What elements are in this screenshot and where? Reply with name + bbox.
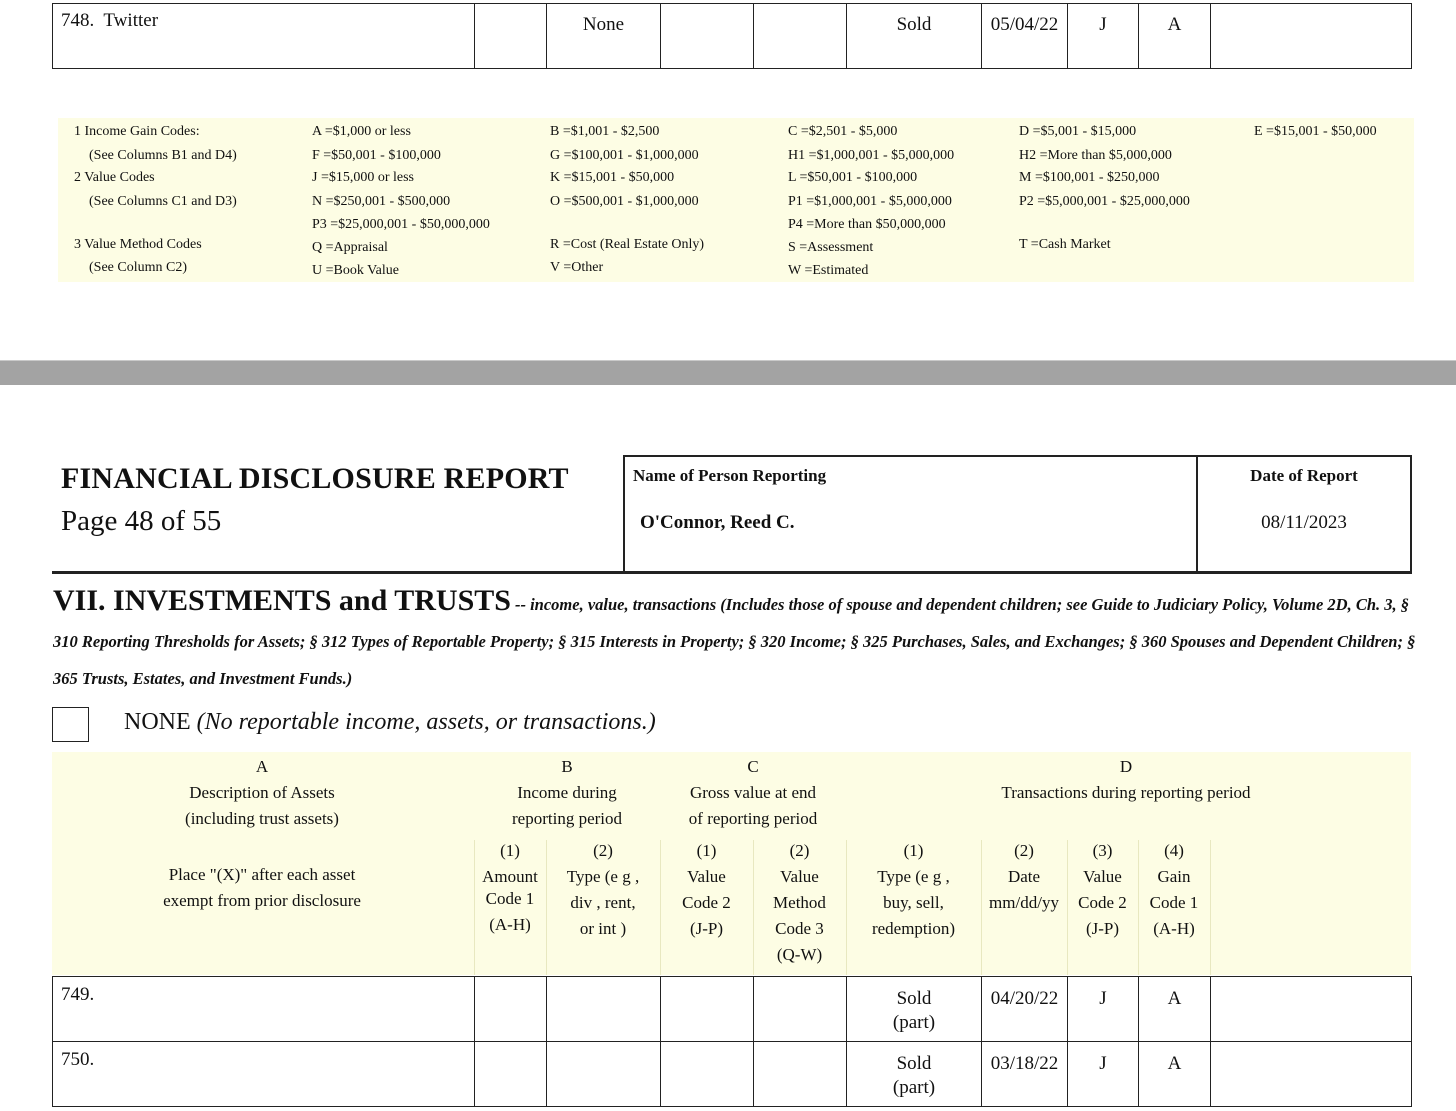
code-p1: P1 =$1,000,001 - $5,000,000	[788, 194, 952, 209]
col-b2-l3: or int )	[579, 919, 627, 938]
col-a-note2: exempt from prior disclosure	[163, 891, 361, 910]
name-value: O'Connor, Reed C.	[640, 512, 795, 533]
col-d1-l3: redemption)	[871, 919, 956, 938]
col-c1-num: (1)	[696, 841, 717, 860]
txn-type-cell: Sold	[847, 4, 982, 69]
code-t: T =Cash Market	[1019, 237, 1111, 252]
col-d1-l2: buy, sell,	[883, 893, 944, 912]
col-b2-l1: Type (e g ,	[566, 867, 640, 886]
continuation-table	[52, 3, 1412, 69]
income-amount-cell	[475, 977, 547, 1042]
code-e: E =$15,001 - $50,000	[1254, 124, 1377, 139]
col-c2-l4: (Q-W)	[776, 945, 823, 964]
col-d2-l2: mm/dd/yy	[989, 893, 1059, 912]
txn-type-line2: (part)	[892, 1012, 936, 1033]
txn-gain-cell: A	[1139, 977, 1211, 1042]
name-box	[623, 455, 1198, 573]
col-divider	[1210, 840, 1211, 975]
value-method-cell	[754, 4, 847, 69]
legend-method-label: 3 Value Method Codes	[74, 237, 202, 252]
col-b1-l1: Amount	[482, 867, 538, 886]
col-b1-num: (1)	[500, 841, 520, 860]
code-c: C =$2,501 - $5,000	[788, 124, 898, 139]
txn-type-cell	[847, 977, 982, 1042]
col-d3-l1: Value	[1083, 867, 1122, 886]
col-b-line2: reporting period	[512, 809, 622, 828]
col-a-note1: Place "(X)" after each asset	[168, 865, 356, 884]
txn-gain-cell: A	[1139, 4, 1211, 69]
asset-description-cell: 750.	[53, 1042, 475, 1107]
page-number: Page 48 of 55	[61, 505, 222, 537]
col-b1-l3: (A-H)	[489, 915, 531, 934]
col-c1-l3: (J-P)	[689, 919, 724, 938]
legend-income-see: (See Columns B1 and D4)	[89, 148, 237, 163]
code-h2: H2 =More than $5,000,000	[1019, 148, 1172, 163]
col-b1-l2: Code 1	[485, 889, 535, 908]
code-h1: H1 =$1,000,001 - $5,000,000	[788, 148, 955, 163]
col-d1-l1: Type (e g ,	[877, 867, 950, 886]
value-method-cell	[754, 977, 847, 1042]
code-m: M =$100,001 - $250,000	[1019, 170, 1160, 185]
col-d3-l3: (J-P)	[1085, 919, 1120, 938]
code-p4: P4 =More than $50,000,000	[788, 217, 946, 232]
code-w: W =Estimated	[788, 263, 869, 278]
col-c-letter: C	[747, 757, 759, 776]
col-d-letter: D	[1119, 757, 1133, 776]
col-c1-l2: Code 2	[682, 893, 731, 912]
txn-date-cell: 03/18/22	[982, 1042, 1068, 1107]
col-d-line1: Transactions during reporting period	[1001, 783, 1251, 802]
section-heading	[53, 583, 1423, 698]
date-value: 08/11/2023	[1261, 512, 1347, 533]
txn-value-cell: J	[1068, 4, 1139, 69]
value-code-cell	[661, 1042, 754, 1107]
legend-value-label: 2 Value Codes	[74, 170, 155, 185]
column-headers	[52, 752, 1411, 975]
col-d3-num: (3)	[1092, 841, 1113, 860]
table-row	[53, 4, 1412, 69]
table-row	[53, 977, 1412, 1042]
col-a-line2: (including trust assets)	[185, 809, 339, 828]
code-g: G =$100,001 - $1,000,000	[550, 148, 699, 163]
txn-date-cell: 04/20/22	[982, 977, 1068, 1042]
col-c1-l1: Value	[687, 867, 726, 886]
col-d4-l3: (A-H)	[1153, 919, 1195, 938]
col-c-line2: of reporting period	[688, 809, 818, 828]
txn-value-cell: J	[1068, 1042, 1139, 1107]
code-q: Q =Appraisal	[312, 240, 388, 255]
col-c2-num: (2)	[789, 841, 810, 860]
txn-gain-cell: A	[1139, 1042, 1211, 1107]
col-c2-l2: Method	[773, 893, 826, 912]
legend-method-see: (See Column C2)	[89, 260, 187, 275]
date-box	[1196, 455, 1412, 573]
row-number: 748.	[61, 10, 95, 31]
col-b-letter: B	[561, 757, 573, 776]
asset-name: Twitter	[103, 10, 159, 31]
col-d2-num: (2)	[1014, 841, 1034, 860]
value-code-cell	[661, 4, 754, 69]
income-amount-cell	[475, 4, 547, 69]
value-method-cell	[754, 1042, 847, 1107]
col-d4-l2: Code 1	[1149, 893, 1199, 912]
col-a-line1: Description of Assets	[189, 783, 335, 802]
col-a-letter: A	[255, 757, 269, 776]
extra-cell	[1211, 977, 1412, 1042]
code-p2: P2 =$5,000,001 - $25,000,000	[1019, 194, 1190, 209]
code-p3: P3 =$25,000,001 - $50,000,000	[312, 217, 490, 232]
col-b2-num: (2)	[593, 841, 613, 860]
date-label: Date of Report	[1250, 466, 1358, 485]
code-l: L =$50,001 - $100,000	[788, 170, 918, 185]
col-c-line1: Gross value at end	[689, 783, 817, 802]
codes-legend	[58, 118, 1414, 282]
code-a: A =$1,000 or less	[312, 124, 411, 139]
extra-cell	[1211, 4, 1412, 69]
code-o: O =$500,001 - $1,000,000	[550, 194, 699, 209]
txn-value-cell: J	[1068, 977, 1139, 1042]
code-b: B =$1,001 - $2,500	[550, 124, 660, 139]
col-d2-l1: Date	[1007, 867, 1041, 886]
col-d4-l1: Gain	[1157, 867, 1191, 886]
code-n: N =$250,001 - $500,000	[312, 194, 451, 209]
name-label: Name of Person Reporting	[633, 466, 827, 485]
legend-value-see: (See Columns C1 and D3)	[89, 194, 237, 209]
none-label: NONE	[124, 709, 191, 735]
income-amount-cell	[475, 1042, 547, 1107]
col-c2-l1: Value	[780, 867, 819, 886]
col-d3-l2: Code 2	[1078, 893, 1127, 912]
code-u: U =Book Value	[312, 263, 399, 278]
col-c2-l3: Code 3	[775, 919, 824, 938]
asset-description-cell	[53, 4, 475, 69]
section-title: VII. INVESTMENTS and TRUSTS	[53, 584, 511, 617]
txn-type-line1: Sold	[896, 1053, 932, 1074]
header-divider	[52, 571, 1412, 574]
income-type-cell	[547, 977, 661, 1042]
col-b2-l2: div , rent,	[570, 893, 636, 912]
txn-type-line2: (part)	[892, 1077, 936, 1098]
code-j: J =$15,000 or less	[312, 170, 415, 185]
code-k: K =$15,001 - $50,000	[550, 170, 675, 185]
income-type-cell	[547, 1042, 661, 1107]
code-r: R =Cost (Real Estate Only)	[550, 237, 705, 252]
code-f: F =$50,001 - $100,000	[312, 148, 441, 163]
none-checkbox[interactable]	[52, 707, 89, 742]
col-b-line1: Income during	[517, 783, 617, 802]
table-row	[53, 1042, 1412, 1107]
extra-cell	[1211, 1042, 1412, 1107]
asset-description-cell: 749.	[53, 977, 475, 1042]
txn-date-cell: 05/04/22	[982, 4, 1068, 69]
code-v: V =Other	[550, 260, 604, 275]
report-title: FINANCIAL DISCLOSURE REPORT	[61, 462, 569, 495]
page-separator	[0, 360, 1456, 385]
code-d: D =$5,001 - $15,000	[1019, 124, 1137, 139]
investments-table	[52, 976, 1412, 1107]
income-type-cell: None	[547, 4, 661, 69]
col-d1-num: (1)	[903, 841, 924, 860]
txn-type-line1: Sold	[896, 988, 932, 1009]
col-d4-num: (4)	[1164, 841, 1184, 860]
section-subtitle: -- income, value, transactions (Includes those of spouse and dependent children; see Guide to Judiciary Policy, Volume 2D, Ch. 3, § 310 Reporting Thresholds for Assets; § 312 Types of Reportable Property; § 315 Interests in Property; § 320 Income; § 325 Purchases, Sales, and Exchanges; § 360 Spouses and Dependent Children; § 365 Trusts, Estates, and Investment Funds.)	[53, 595, 1416, 688]
value-code-cell	[661, 977, 754, 1042]
none-option	[124, 709, 656, 736]
legend-income-label: 1 Income Gain Codes:	[74, 124, 200, 139]
txn-type-cell	[847, 1042, 982, 1107]
none-description: (No reportable income, assets, or transactions.)	[196, 709, 656, 735]
code-s: S =Assessment	[788, 240, 874, 255]
